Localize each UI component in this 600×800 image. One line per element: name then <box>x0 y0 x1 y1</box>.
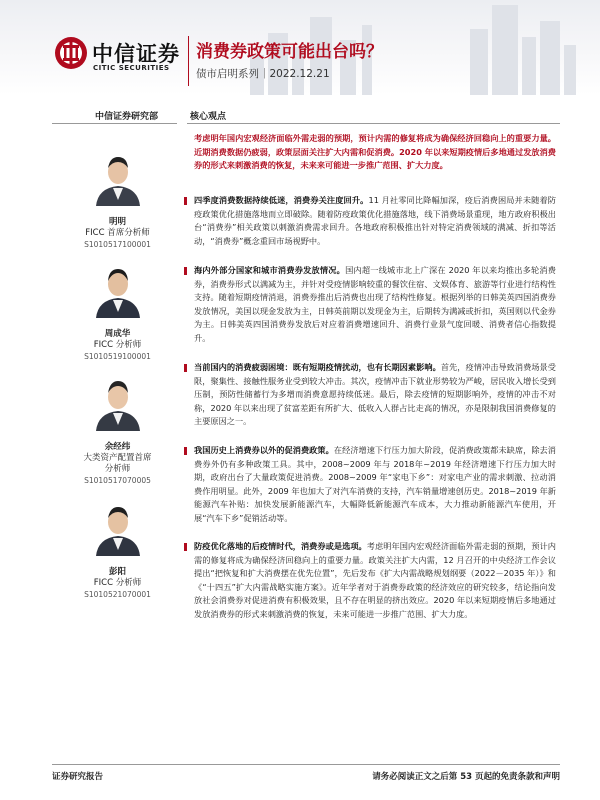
bullet-marker <box>184 267 187 275</box>
paragraph-lead: 四季度消费数据持续低迷，消费券关注度回升。 <box>194 195 369 205</box>
report-title: 消费券政策可能出台吗？ <box>196 42 383 62</box>
paragraph <box>194 540 556 622</box>
analyst-card <box>60 498 175 600</box>
paragraph-lead: 我国历史上消费券以外的促消费政策。 <box>194 445 334 455</box>
analyst-cert-number: S1010517100001 <box>84 240 151 249</box>
bullet-marker <box>184 447 187 455</box>
paragraph <box>194 444 556 526</box>
paragraph-body: 考虑明年国内宏观经济面临外需走弱的预期，预计内需的修复将成为确保经济回稳向上的重要力量。政策关注扩大内需，12 月召开的中央经济工作会议提出“把恢复和扩大消费摆在优先位置”，先后发布《扩大内需战略规划纲要（2022－2035 年）》和《“十四五”扩大内需战略实施方案》。近年学者对于消费券政策的经济效应的研究较多，结论指向发放社会消费券对促进消费有积极效果，且不存在明显的挤出效应。2020 年以来短期疫情后多地通过发放消费券的形式来刺激消费的恢复，未来可能进一步推广范围、扩大力度。 <box>194 541 556 619</box>
bullet-marker <box>184 197 187 205</box>
analyst-photo <box>94 260 142 318</box>
analyst-role: FICC 首席分析师 <box>85 228 150 238</box>
right-heading-rule <box>187 123 560 124</box>
analyst-name: 彭阳 <box>108 567 126 577</box>
paragraph-body: 国内超一线城市北上广深在 2020 年以来均推出多轮消费券，消费券形式以满减为主，并针对受疫情影响较重的餐饮住宿、文娱体育、旅游等行业进行结构性支持。随着短期疫情消退，消费券推出后消费也出现了结构性修复。根据列举的日韩美英四国消费券发放情况，美国以现金发放为主，日韩英前期以发现金为主，后期转为满减或折扣，英国则以代金券为主。日韩美英四国消费券发放后对应着消费增速回升、消费行业景气度回暖、消费者信心指数提升。 <box>194 265 556 343</box>
analyst-photo <box>94 498 142 556</box>
brand-name-en: CITIC SECURITIES <box>93 64 170 72</box>
analyst-card <box>60 373 175 486</box>
paragraph <box>194 194 556 248</box>
left-heading-rule <box>52 123 177 124</box>
analyst-photo <box>94 373 142 431</box>
citic-logo-icon <box>54 36 88 70</box>
report-subtitle: 债市启明系列｜2022.12.21 <box>196 68 330 80</box>
analyst-role: FICC 分析师 <box>93 340 142 350</box>
analyst-card <box>60 260 175 362</box>
analyst-role: 分析师 <box>104 464 131 474</box>
footer-disclaimer: 请务必阅读正文之后第 53 页起的免责条款和声明 <box>372 772 560 782</box>
footer-rule <box>52 764 560 765</box>
core-views-heading: 核心观点 <box>190 112 227 122</box>
analyst-cert-number: S1010519100001 <box>84 352 151 361</box>
paragraph-body: 首先，疫情冲击导致消费场景受限，聚集性、接触性服务业受到较大冲击。其次，疫情冲击下就业形势较为严峻，居民收入增长受到压制，预防性储蓄行为多增而消费意愿持续低迷。最后，除去疫情的短期影响外，疫情的冲击不对称，2020 年以来出现了贫富差距有所扩大、低收入人群占比走高的情况，亦是限制我国消费修复的主要原因之一。 <box>194 362 556 427</box>
brand-name: 中信证券 <box>92 42 180 66</box>
bullet-marker <box>184 364 187 372</box>
analyst-name: 余经纬 <box>104 442 131 452</box>
paragraph-lead: 当前国内的消费疲弱困境：既有短期疫情扰动，也有长期因素影响。 <box>194 362 441 372</box>
abstract-text: 考虑明年国内宏观经济面临外需走弱的预期，预计内需的修复将成为确保经济回稳向上的重要力量。近期消费数据仍疲弱，政策层面关注扩大内需和促消费。2020 年以来短期疫情后多地通过发放消费券的形式来刺激消费的恢复，未来来可能进一步推广范围、扩大力度。 <box>194 133 556 171</box>
analyst-cert-number: S1010517070005 <box>84 476 151 485</box>
paragraph-lead: 防疫优化落地的后疫情时代，消费券或是选项。 <box>194 541 367 551</box>
paragraph-body: 在经济增速下行压力加大阶段，促消费政策都未缺席，除去消费券外仍有多种政策工具。其中，2008~2009 年与 2018年~2019 年经济增速下行压力加大时期，政府出台了大量政策促进消费。2008~2009 年“家电下乡”：对家电产业的需求刺激、拉动消费作用明显。此外，2009 年也加大了对汽车消费的支持，汽车销量增速创历史。2018~2019 年新能源汽车补贴：加快发展新能源汽车，大幅降低新能源汽车成本，大力推动新能源汽车使用，开展“汽车下乡”促销活动等。 <box>194 445 556 523</box>
header-divider <box>188 36 189 86</box>
footer-report-type: 证券研究报告 <box>52 772 104 782</box>
analyst-cert-number: S1010521070001 <box>84 590 151 599</box>
analyst-role: 大类资产配置首席 <box>83 453 152 463</box>
analyst-name: 明明 <box>108 217 126 227</box>
analyst-card <box>60 148 175 250</box>
paragraph <box>194 264 556 346</box>
bullet-marker <box>184 543 187 551</box>
research-dept-heading: 中信证券研究部 <box>95 112 159 122</box>
paragraph-lead: 海内外部分国家和城市消费券发放情况。 <box>194 265 346 275</box>
analyst-name: 周成华 <box>104 329 131 339</box>
paragraph <box>194 361 556 429</box>
paragraph-body: 11 月社零同比降幅加深，疫后消费困局并未随着防疫政策优化措施落地而立即破除。随着防疫政策优化措施落地，线下消费场景重现，地方政府积极出台“消费券”相关政策以刺激消费需求回升。各地政府积极推出针对特定消费领域的满减、折扣等活动，“消费券”概念重回市场视野中。 <box>194 195 556 246</box>
analyst-role: FICC 分析师 <box>93 578 142 588</box>
analyst-photo <box>94 148 142 206</box>
